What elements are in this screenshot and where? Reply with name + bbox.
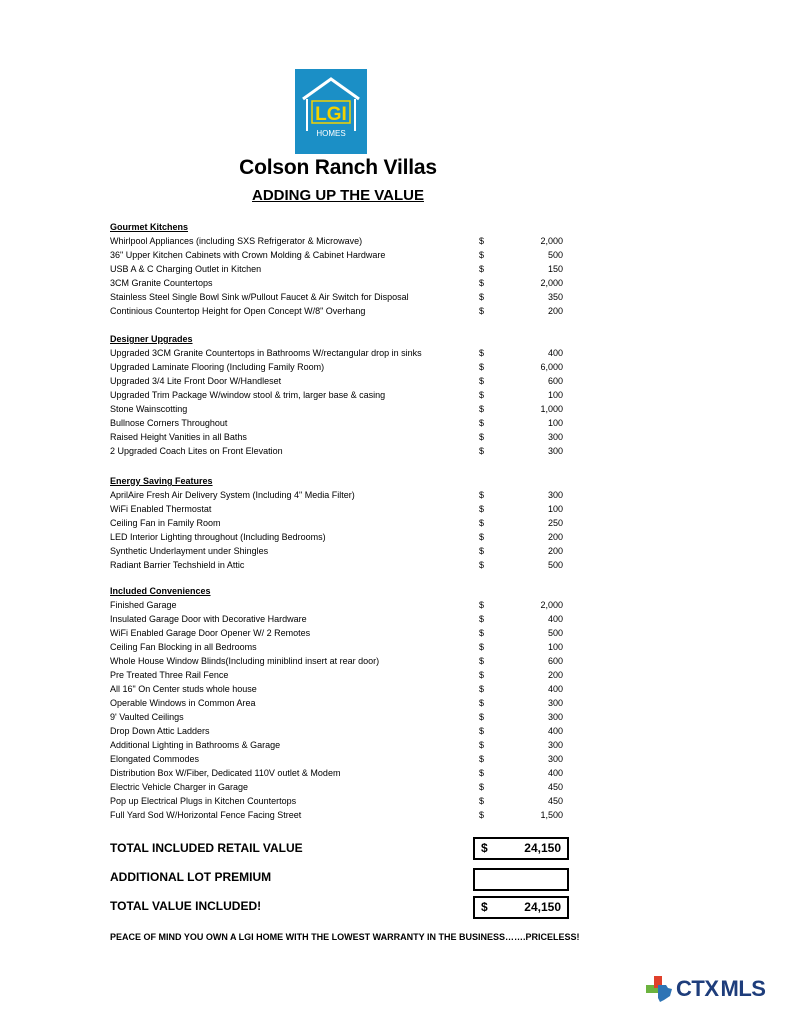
line-item-description: WiFi Enabled Garage Door Opener W/ 2 Remotes [110,628,311,638]
currency-symbol: $ [479,404,485,414]
line-item-amount: 300 [547,712,563,722]
section [110,221,570,318]
total-value-label: TOTAL VALUE INCLUDED! [110,899,262,913]
line-item [110,558,570,572]
line-item-description: Insulated Garage Door with Decorative Hardware [110,614,307,624]
logo-text: LGI [315,104,347,125]
line-item-description: 3CM Granite Countertops [110,278,213,288]
line-item [110,654,570,668]
line-item [110,794,570,808]
line-item-amount: 1,000 [540,404,563,414]
line-item-amount: 1,500 [540,810,563,820]
currency-symbol: $ [479,600,485,610]
line-item [110,598,570,612]
line-item-amount: 200 [547,532,563,542]
currency-symbol: $ [479,740,485,750]
currency-symbol: $ [479,754,485,764]
line-item [110,430,570,444]
line-item-amount: 400 [547,768,563,778]
currency-symbol: $ [481,841,488,855]
line-item-description: WiFi Enabled Thermostat [110,504,212,514]
line-item-amount: 300 [547,698,563,708]
line-item-description: Raised Height Vanities in all Baths [110,432,247,442]
line-item [110,346,570,360]
line-item [110,488,570,502]
line-item [110,668,570,682]
line-item [110,360,570,374]
line-item [110,808,570,822]
line-item-description: Radiant Barrier Techshield in Attic [110,560,245,570]
currency-symbol: $ [479,532,485,542]
section [110,475,570,572]
line-item [110,248,570,262]
currency-symbol: $ [479,390,485,400]
currency-symbol: $ [479,348,485,358]
currency-symbol: $ [479,306,485,316]
currency-symbol: $ [481,900,488,914]
line-item-amount: 200 [547,670,563,680]
section-heading: Designer Upgrades [110,334,193,344]
line-item-description: 36" Upper Kitchen Cabinets with Crown Molding & Cabinet Hardware [110,250,386,260]
line-item-description: Finished Garage [110,600,177,610]
line-item-description: Ceiling Fan in Family Room [110,518,221,528]
line-item [110,710,570,724]
line-item [110,516,570,530]
line-item-amount: 400 [547,614,563,624]
currency-symbol: $ [479,264,485,274]
line-item [110,724,570,738]
currency-symbol: $ [479,250,485,260]
line-item-description: Drop Down Attic Ladders [110,726,210,736]
currency-symbol: $ [479,292,485,302]
line-item [110,276,570,290]
line-item [110,752,570,766]
line-item-amount: 2,000 [540,236,563,246]
total-value-amount: 24,150 [524,900,561,914]
currency-symbol: $ [479,614,485,624]
line-item-amount: 300 [547,432,563,442]
line-item-description: Full Yard Sod W/Horizontal Fence Facing Street [110,810,302,820]
line-item-description: Whirlpool Appliances (including SXS Refrigerator & Microwave) [110,236,363,246]
line-item-amount: 2,000 [540,600,563,610]
line-item-description: Pop up Electrical Plugs in Kitchen Countertops [110,796,297,806]
line-item-amount: 200 [547,546,563,556]
line-item-amount: 100 [547,504,563,514]
currency-symbol: $ [479,768,485,778]
line-item-description: LED Interior Lighting throughout (Including Bedrooms) [110,532,326,542]
currency-symbol: $ [479,796,485,806]
total-retail-box [473,837,569,860]
currency-symbol: $ [479,490,485,500]
line-item-description: Bullnose Corners Throughout [110,418,228,428]
currency-symbol: $ [479,698,485,708]
page-title: Colson Ranch Villas [239,156,437,179]
line-item [110,766,570,780]
line-item-amount: 200 [547,306,563,316]
line-item [110,388,570,402]
section [110,585,570,822]
line-item-description: Electric Vehicle Charger in Garage [110,782,249,792]
section-heading: Included Conveniences [110,586,211,596]
line-item-amount: 300 [547,740,563,750]
section-heading: Energy Saving Features [110,476,213,486]
line-item-amount: 6,000 [540,362,563,372]
line-item-description: Ceiling Fan Blocking in all Bedrooms [110,642,257,652]
currency-symbol: $ [479,432,485,442]
ctx-brand-part2: MLS [720,976,766,1001]
currency-symbol: $ [479,712,485,722]
lgi-homes-logo [295,69,367,154]
currency-symbol: $ [479,628,485,638]
currency-symbol: $ [479,656,485,666]
currency-symbol: $ [479,684,485,694]
line-item-description: All 16" On Center studs whole house [110,684,257,694]
line-item [110,444,570,458]
currency-symbol: $ [479,362,485,372]
section-heading: Gourmet Kitchens [110,222,189,232]
line-item-description: Continious Countertop Height for Open Concept W/8" Overhang [110,306,366,316]
line-item [110,544,570,558]
currency-symbol: $ [479,236,485,246]
line-item [110,502,570,516]
lot-premium-box [473,868,569,891]
currency-symbol: $ [479,810,485,820]
line-item-amount: 600 [547,376,563,386]
line-item [110,780,570,794]
line-item-amount: 250 [547,518,563,528]
ctx-brand-part1: CTX [676,976,719,1001]
line-item-description: Pre Treated Three Rail Fence [110,670,229,680]
line-item [110,530,570,544]
line-item [110,304,570,318]
logo-subtext: HOMES [316,129,346,138]
line-item-amount: 500 [547,560,563,570]
line-item-amount: 300 [547,490,563,500]
line-item-description: Operable Windows in Common Area [110,698,256,708]
currency-symbol: $ [479,560,485,570]
line-item [110,374,570,388]
ctxmls-logo [646,974,765,1004]
line-item-description: USB A & C Charging Outlet in Kitchen [110,264,262,274]
line-item-description: Upgraded 3CM Granite Countertops in Bathrooms W/rectangular drop in sinks [110,348,422,358]
line-item [110,738,570,752]
line-item-amount: 600 [547,656,563,666]
line-item-description: AprilAire Fresh Air Delivery System (Including 4" Media Filter) [110,490,355,500]
currency-symbol: $ [479,376,485,386]
footer-note: PEACE OF MIND YOU OWN A LGI HOME WITH THE LOWEST WARRANTY IN THE BUSINESS…….PRICELESS! [110,932,580,942]
line-item-description: Upgraded 3/4 Lite Front Door W/Handleset [110,376,282,386]
total-value-box [473,896,569,919]
line-item-description: Synthetic Underlayment under Shingles [110,546,269,556]
currency-symbol: $ [479,504,485,514]
line-item [110,402,570,416]
total-retail-label: TOTAL INCLUDED RETAIL VALUE [110,841,303,855]
line-item-amount: 100 [547,642,563,652]
line-item [110,626,570,640]
line-item-description: 2 Upgraded Coach Lites on Front Elevation [110,446,283,456]
line-item-amount: 500 [547,250,563,260]
line-item [110,234,570,248]
currency-symbol: $ [479,418,485,428]
line-item [110,612,570,626]
line-item-amount: 2,000 [540,278,563,288]
line-item-description: Upgraded Trim Package W/window stool & trim, larger base & casing [110,390,386,400]
currency-symbol: $ [479,446,485,456]
line-item-amount: 300 [547,446,563,456]
line-item-amount: 300 [547,754,563,764]
line-item-amount: 450 [547,796,563,806]
currency-symbol: $ [479,670,485,680]
currency-symbol: $ [479,642,485,652]
lot-premium-label: ADDITIONAL LOT PREMIUM [110,870,272,884]
line-item-amount: 400 [547,726,563,736]
currency-symbol: $ [479,726,485,736]
line-item-description: Upgraded Laminate Flooring (Including Family Room) [110,362,325,372]
currency-symbol: $ [479,278,485,288]
line-item-description: Distribution Box W/Fiber, Dedicated 110V outlet & Modem [110,768,341,778]
texas-cross-icon [646,976,674,1002]
currency-symbol: $ [479,782,485,792]
line-item-amount: 100 [547,418,563,428]
line-item-amount: 100 [547,390,563,400]
line-item-amount: 450 [547,782,563,792]
line-item-amount: 400 [547,684,563,694]
line-item-description: Elongated Commodes [110,754,200,764]
currency-symbol: $ [479,518,485,528]
currency-symbol: $ [479,546,485,556]
line-item-description: Stainless Steel Single Bowl Sink w/Pullout Faucet & Air Switch for Disposal [110,292,409,302]
section [110,333,570,458]
page-subtitle: ADDING UP THE VALUE [252,187,424,204]
line-item-amount: 350 [547,292,563,302]
line-item [110,696,570,710]
line-item-amount: 400 [547,348,563,358]
line-item [110,416,570,430]
line-item [110,640,570,654]
line-item-description: Stone Wainscotting [110,404,188,414]
total-retail-value: 24,150 [524,841,561,855]
house-logo-icon [295,69,367,154]
line-item-amount: 150 [547,264,563,274]
line-item-description: Additional Lighting in Bathrooms & Garage [110,740,281,750]
line-item-description: 9' Vaulted Ceilings [110,712,184,722]
line-item [110,290,570,304]
line-item [110,682,570,696]
line-item-description: Whole House Window Blinds(Including miniblind insert at rear door) [110,656,380,666]
line-item [110,262,570,276]
line-item-amount: 500 [547,628,563,638]
